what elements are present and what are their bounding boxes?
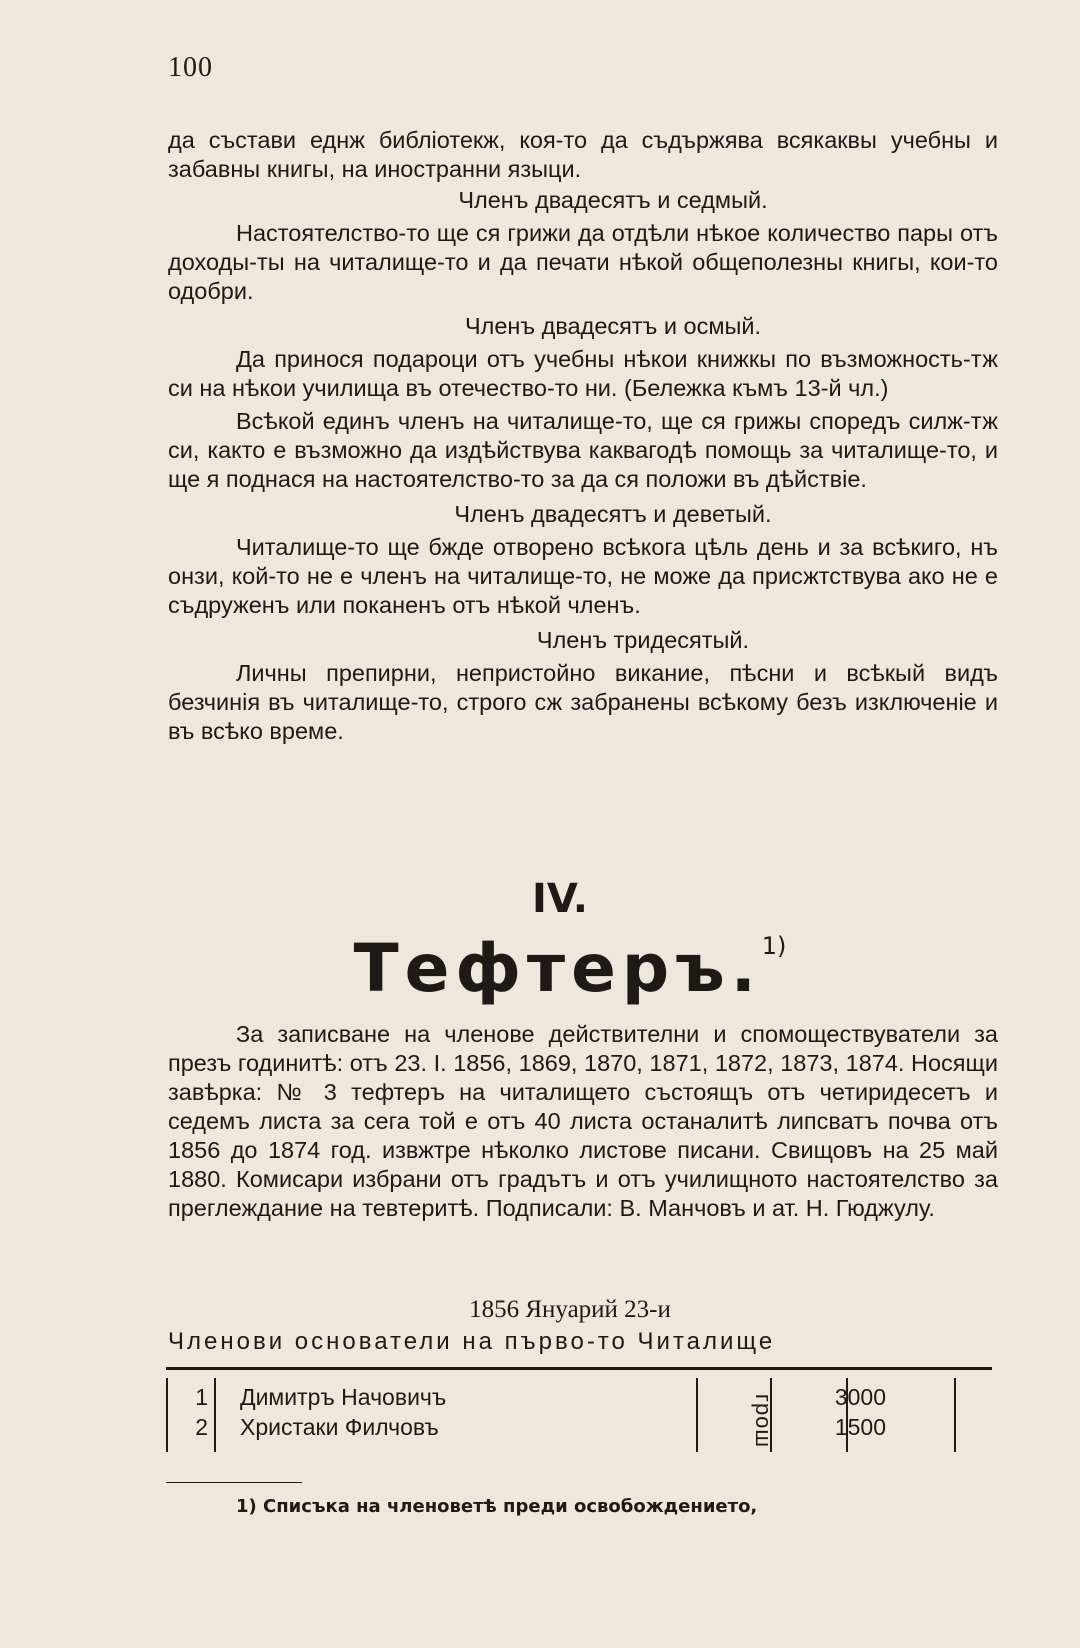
paragraph-library: да състави еднж библіотекж, коя-то да съдържява всякаквы учебны и забавны книгы, на иностранни языци. <box>168 127 998 182</box>
section-title-text: Тефтеръ. <box>353 930 762 1007</box>
footnote-rule <box>166 1482 302 1483</box>
currency-unit: грош <box>751 1393 777 1449</box>
section-intro <box>168 1020 998 1223</box>
table-caption: Членови основатели на първо-то Читалище <box>168 1328 776 1355</box>
paragraph-article-30: Личны препирни, непристойно викание, пѣсни и всѣкый видъ безчинія въ читалище-то, строго сж забранены всѣкому безъ изключеніе и въ всѣко време. <box>168 660 998 744</box>
paragraph-article-29: Читалище-то ще бжде отворено всѣкога цѣль день и за всѣкиго, нъ онзи, кой-то не е членъ на читалище-то, не може да присжтствува ако не е съдруженъ или поканенъ отъ нѣкой членъ. <box>168 534 998 618</box>
row-number: 1 <box>195 1384 208 1410</box>
article-27-heading: Членъ двадесятъ и седмый. <box>458 187 768 213</box>
article-28-heading: Членъ двадесятъ и осмый. <box>464 313 762 339</box>
paragraph-article-28: Да принося подароци отъ учебны нѣкои книжкы по възможность-тж си на нѣкои училища въ отечество-то ни. (Бележка къмъ 13-й чл.) <box>168 346 998 401</box>
article-30-heading: Членъ тридесятый. <box>536 627 750 653</box>
member-name: Димитръ Начовичъ <box>240 1384 447 1410</box>
member-name: Христаки Филчовъ <box>240 1414 439 1440</box>
title-footnote-marker: 1) <box>761 932 787 960</box>
members-table <box>166 1367 992 1452</box>
contribution-value: 3000 <box>834 1384 886 1410</box>
intro-paragraph: За записване на членове действителни и спомоществуватели за презъ годинитѣ: отъ 23. I. 1856, 1869, 1870, 1871, 1872, 1873, 1874. Носящи завѣрка: № 3 тефтеръ на читалището състоящъ отъ четиридесетъ и седемъ листа за сега той е отъ 40 листа останалитѣ липсватъ почва отъ 1856 до 1874 год. извжтре нѣколко листове писани. Свищовъ на 25 май 1880. Комисари избрани отъ градътъ и отъ училищното настоятелство за преглеждание на тевтеритѣ. Подписали: В. Манчовъ и ат. Н. Гюджулу. <box>168 1021 998 1221</box>
table-row <box>166 1414 992 1444</box>
row-number: 2 <box>195 1414 208 1440</box>
article-29-heading: Членъ двадесятъ и деветый. <box>454 501 772 527</box>
statute-text <box>168 126 998 746</box>
founding-date: 1856 Януарий 23-и <box>469 1296 671 1323</box>
paragraph-article-27: Настоятелство-то ще ся грижи да отдѣли нѣкое количество пары отъ доходы-ты на читалище-то и да печати нѣкой общеполезны книгы, кои-то одобри. <box>168 220 998 304</box>
table-row <box>166 1384 992 1414</box>
page-number: 100 <box>168 52 213 83</box>
section-number: IV. <box>532 876 588 922</box>
paragraph-members-duty: Всѣкой единъ членъ на читалище-то, ще ся грижы споредъ силж-тж си, както е възможно да издѣйствува каквагодѣ помощь за читалище-то, и ще я поднася на настоятелство-то за да ся положи въ дѣйствіе. <box>168 408 998 492</box>
contribution-value: 1500 <box>834 1414 886 1440</box>
footnote: 1) Списъка на членоветѣ преди освобождението, <box>236 1496 758 1517</box>
section-title <box>0 930 1080 1007</box>
